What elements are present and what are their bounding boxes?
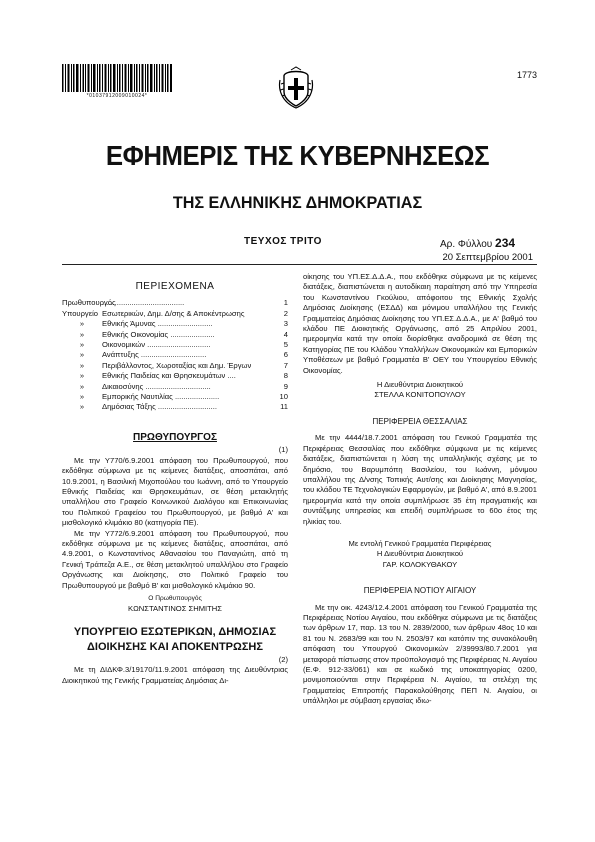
toc-item: » Οικονομικών .............................. 5 xyxy=(79,340,288,350)
toc-item: » Περιβάλλοντος, Χωροταξίας και Δημ. Έργων 7 xyxy=(79,360,288,370)
thessaly-decision: Με την 4444/18.7.2001 απόφαση του Γενικού Γραμματέα της Περιφέρειας Θεσσαλίας που εκδόθηκε σύμφωνα με τις κείμενες διατάξεις, διαπιστώνεται η λύση της υπαλληλικής σχέσης με το δημόσιο, του Βαρυμπόπη Βασιλείου, του Ιωάννη, μόνιμου υπαλλήλου της Δ/νσης Τοπικής Αυτ/σης και Διοίκησης Μαγνησίας, του κλάδου ΤΕ Τεχνολογικών Εφαρμογών, με βαθμό Α', από 8.9.2001 ημερομηνία κατά την οποία συμπλήρωσε 35 έτη πραγματικής και συντάξιμης υπηρεσίας και επειδή συμπλήρωσε το 60ο έτος της ηλικίας του. xyxy=(303,433,537,526)
toc-item: » Εθνικής Παιδείας και Θρησκευμάτων .... 8 xyxy=(79,371,288,381)
signature-name: ΓΑΡ. ΚΟΛΟΚΥΘΑΚΟΥ xyxy=(382,559,458,569)
sheet-number xyxy=(440,236,515,250)
page-number: 1773 xyxy=(516,70,537,80)
toc-item: » Εμπορικής Ναυτιλίας ..................... 10 xyxy=(79,392,288,402)
signature-role: Η Διευθύντρια Διοικητικού xyxy=(376,380,464,390)
sheet-label: Αρ. Φύλλου xyxy=(440,239,493,250)
left-column xyxy=(62,272,288,686)
ministry-decision-cont: οίκησης του ΥΠ.ΕΣ.Δ.Δ.Α., που εκδόθηκε σύμφωνα με τις κείμενες διατάξεις, διαπιστώνεται η αυτοδίκαιη παραίτηση από την Υπηρεσία του Κωνσταντίνου Γκούλιου, απόφοιτου της Εθνικής Σχολής Δημόσιας Διοίκησης (ΕΣΔΔ) και μόνιμου υπαλλήλου της Γενικής Γραμματείας Δημόσιας Διοίκησης του ΥΠ.ΕΣ.Δ.Δ.Α., με Α' βαθμό του κλάδου ΠΕ Διοικητικής Οργάνωσης, από 25 Απριλίου 2001, ημερομηνία κατά την οποία διορίσθηκε αναδρομικά σε θέση της Κατηγορίας ΠΕ του Κλάδου Υπαλλήλων Οικονομικών και Εμπορικών Υποθέσεων με βαθμό Γραμματέα Β' ΟΕΥ του Υπουργείου Εθνικής Οικονομίας. xyxy=(303,272,537,375)
issue-label: ΤΕΥΧΟΣ ΤΡΙΤΟ xyxy=(244,236,322,247)
toc-item: Πρωθυπουργός ....................................... 1 xyxy=(62,298,288,308)
pm-decision-1: Με την Υ770/6.9.2001 απόφαση του Πρωθυπουργού, που εκδόθηκε σύμφωνα με τις κείμενες διατάξεις, αποσπάται, από 10.9.2001, η Βασιλική Μιχοπούλου του Ιωάννη, από το Υπουργείο Εθνικής Παιδείας και Θρησκευμάτων, σε θέση μετακλητής υπαλλήλου στο Γραφείο Κοινωνικού Διαλόγου και Επικοινωνίας του Πολιτικού Γραφείου του Πρωθυπουργού, με βαθμό Α' και μισθολογικό κλιμάκιο 80 (κατηγορία ΠΕ). xyxy=(62,455,288,528)
decision-number: (2) xyxy=(278,654,288,664)
ministry-title: ΥΠΟΥΡΓΕΙΟ ΕΣΩΤΕΡΙΚΩΝ, ΔΗΜΟΣΙΑΣ ΔΙΟΙΚΗΣΗΣ ΚΑΙ ΑΠΟΚΕΝΤΡΩΣΗΣ xyxy=(73,625,277,653)
toc-item: » Ανάπτυξης ............................... 6 xyxy=(79,350,288,360)
pm-signature-name: ΚΩΝΣΤΑΝΤΙΝΟΣ ΣΗΜΙΤΗΣ xyxy=(128,604,222,614)
sheet-number-value: 234 xyxy=(495,236,516,250)
barcode xyxy=(62,64,172,94)
toc-item: » Δημόσιας Τάξης ............................ 11 xyxy=(79,402,288,412)
region-heading-thessaly: ΠΕΡΙΦΕΡΕΙΑ ΘΕΣΣΑΛΙΑΣ xyxy=(372,416,468,426)
coat-of-arms-icon xyxy=(278,66,314,110)
pm-decision-2: Με την Υ772/6.9.2001 απόφαση του Πρωθυπουργού, που εκδόθηκε σύμφωνα με τις κείμενες διατάξεις, αποσπάται, από 4.9.2001, ο Κωνσταντίνος Αθανασίου του Παναγιώτη, από τη Γενική Τράπεζα Α.Ε., σε θέση μετακλητού υπαλλήλου στο Γραφείο Οργάνωσης και Διοίκησης, στο Πολιτικό Γραφείο του Πρωθυπουργού με βαθμό Β' και μισθολογικό κλιμάκιο 90. xyxy=(62,528,288,590)
south-aegean-decision: Με την οικ. 4243/12.4.2001 απόφαση του Γενικού Γραμματέα της Περιφέρειας Νοτίου Αιγαίου, που εκδόθηκε σύμφωνα με τις διατάξεις των άρθρων 17, παρ. 13 του Ν. 2839/2000, των άρθρων 48ος 10 και 81 του Ν. 2683/99 και του Ν. 2503/97 και κατόπιν της συνακόλουθη απόφαση του Υπουργού Οικονομικών 2/39993/80.7.2001 για μεταφορά πίστωσης στον προϋπολογισμό της Περιφέρειας Ν. Αιγαίου (Ε.Φ. 912-33/061) και σε κωδικό της υποκατηγορίας 0200, μονιμοποιούνται στην Περιφέρεια Ν. Αιγαίου, τα στελέχη της Γραμματείας Επιτροπής Παρακολούθησης ΠΕΠ Ν. Αιγαίου, οι υπάλληλοι με σύμβαση εργασίας ιδιω- xyxy=(303,602,537,706)
signature-role: Η Διευθύντρια Διοικητικού xyxy=(376,549,464,559)
toc-list xyxy=(62,298,288,412)
signature-name: ΣΤΕΛΛΑ ΚΟΝΙΤΟΠΟΥΛΟΥ xyxy=(374,390,466,400)
toc-item: » Δικαιοσύνης ............................... 9 xyxy=(79,381,288,391)
barcode-number: *01037912009010024* xyxy=(86,93,148,99)
gazette-title: ΕΦΗΜΕΡΙΣ ΤΗΣ ΚΥΒΕΡΝΗΣΕΩΣ xyxy=(105,140,490,171)
pm-section-title: ΠΡΩΘΥΠΟΥΡΓΟΣ xyxy=(133,431,217,443)
toc-item: » Εθνικής Οικονομίας ..................... 4 xyxy=(79,329,288,339)
toc-item: Υπουργείο Εσωτερικών, Δημ. Δ/σης & Αποκέντρωσης 2 xyxy=(62,308,288,318)
toc-item: » Εθνικής Άμυνας .......................... 3 xyxy=(79,319,288,329)
signature-preamble: Με εντολή Γενικού Γραμματέα Περιφέρειας xyxy=(348,538,492,548)
right-column xyxy=(303,272,537,707)
header-rule xyxy=(62,264,537,265)
decision-number: (1) xyxy=(278,445,288,455)
issue-date: 20 Σεπτεμβρίου 2001 xyxy=(442,252,533,263)
gazette-subtitle: ΤΗΣ ΕΛΛΗΝΙΚΗΣ ΔΗΜΟΚΡΑΤΙΑΣ xyxy=(172,193,423,212)
ministry-decision-start: Με τη ΔΙΔΚΦ.3/19170/11.9.2001 απόφαση της Διευθύντριας Διοικητικού της Γενικής Γραμματείας Δημόσιας Δι- xyxy=(62,665,288,685)
pm-signature-role: Ο Πρωθυπουργός xyxy=(148,594,202,602)
toc-heading: ΠΕΡΙΕΧΟΜΕΝΑ xyxy=(135,281,215,292)
region-heading-south-aegean: ΠΕΡΙΦΕΡΕΙΑ ΝΟΤΙΟΥ ΑΙΓΑΙΟΥ xyxy=(363,586,477,596)
